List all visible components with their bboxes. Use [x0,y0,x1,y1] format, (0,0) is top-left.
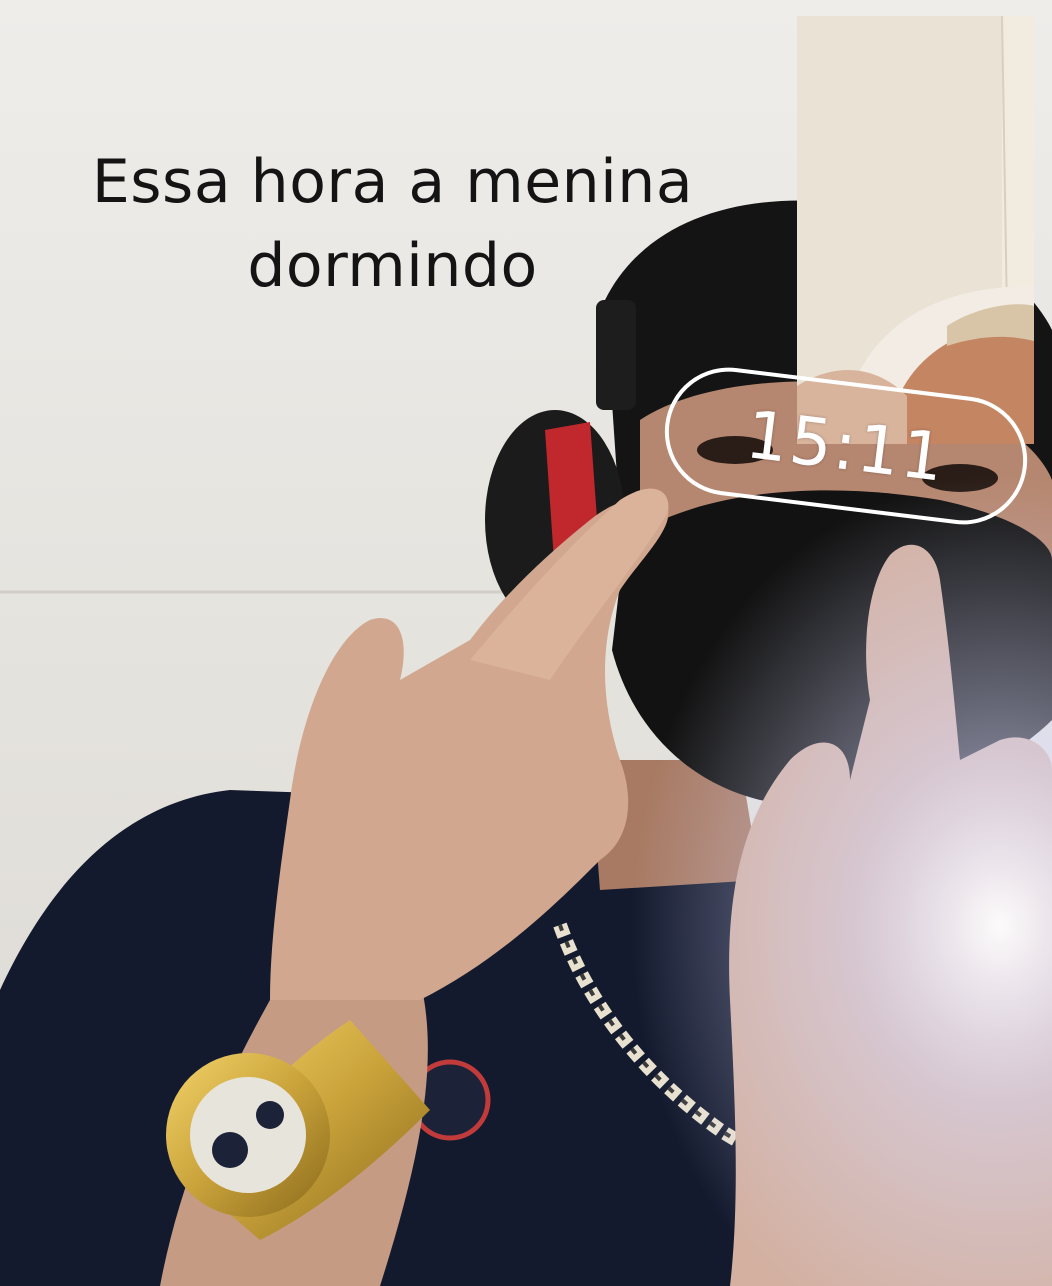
time-label: 15:11 [741,395,951,497]
caption-line-1: Essa hora a menina [91,147,694,217]
story-caption [20,140,765,308]
caption-line-2: dormindo [247,231,538,301]
